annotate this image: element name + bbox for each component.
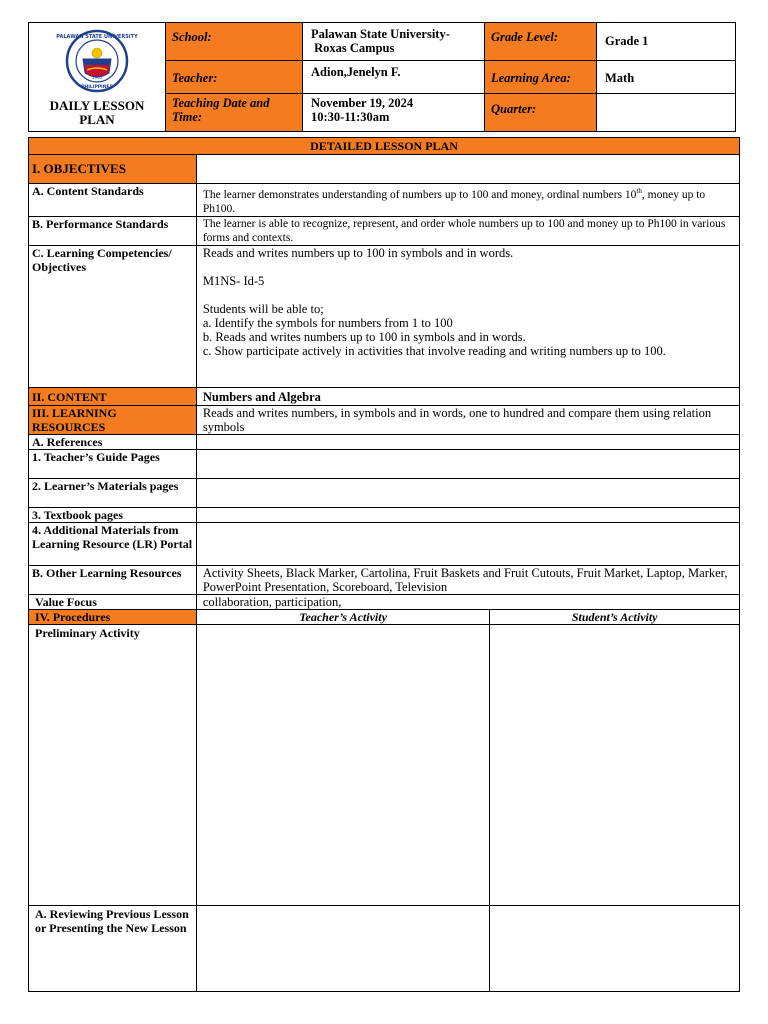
date-value: November 19, 2024 — [311, 96, 414, 110]
value-focus-text: collaboration, participation, — [196, 594, 739, 609]
seal-top-text: PALAWAN STATE UNIVERSITY — [56, 34, 138, 40]
competencies-label: C. Learning Competencies/ Objectives — [29, 245, 197, 387]
learning-resources-heading: III. LEARNING RESOURCES — [29, 405, 197, 434]
content-standards-label: A. Content Standards — [29, 184, 197, 217]
objectives-blank — [196, 155, 739, 184]
teacher-value: Adion,Jenelyn F. — [303, 61, 485, 94]
textbook-pages-blank — [196, 507, 739, 522]
procedures-heading: IV. Procedures — [29, 609, 197, 624]
additional-materials-label: 4. Additional Materials from Learning Resource (LR) Portal — [29, 522, 197, 565]
teaching-date-value — [303, 94, 485, 132]
objective-a: a. Identify the symbols for numbers from 1 to 100 — [202, 315, 453, 330]
teachers-guide-label: 1. Teacher’s Guide Pages — [29, 449, 197, 478]
textbook-pages-label: 3. Textbook pages — [29, 507, 197, 522]
objective-b: b. Reads and writes numbers up to 100 in symbols and in words. — [202, 329, 526, 344]
learning-area-label: Learning Area: — [485, 61, 597, 94]
plan-title: DETAILED LESSON PLAN — [29, 138, 740, 155]
preliminary-activity-label: Preliminary Activity — [29, 624, 197, 905]
seal-year: 1965 — [91, 75, 103, 80]
grade-label: Grade Level: — [485, 23, 597, 61]
seal-bottom-text: PHILIPPINES — [81, 85, 113, 90]
content-standards-text: The learner demonstrates understanding of numbers up to 100 and money, ordinal numbers 10th, money up to Ph100. — [196, 184, 739, 217]
value-focus-label: Value Focus — [29, 594, 197, 609]
competencies-text — [196, 245, 739, 387]
objective-c: c. Show participate actively in activities that involve reading and writing numbers up to 100. — [202, 343, 666, 358]
learners-materials-blank — [196, 478, 739, 507]
references-label: A. References — [29, 434, 197, 449]
students-intro: Students will be able to; — [202, 301, 324, 316]
competency-code: M1NS- Id-5 — [202, 273, 265, 288]
competency-statement: Reads and writes numbers up to 100 in symbols and in words. — [202, 245, 514, 260]
logo-cell — [29, 23, 166, 132]
header-table — [28, 22, 736, 132]
school-value: Palawan State University- Roxas Campus — [303, 23, 485, 61]
teacher-activity-header: Teacher’s Activity — [196, 609, 490, 624]
reviewing-lesson-label: A. Reviewing Previous Lesson or Presenting the New Lesson — [29, 905, 197, 991]
learners-materials-label: 2. Learner’s Materials pages — [29, 478, 197, 507]
references-blank — [196, 434, 739, 449]
performance-standards-label: B. Performance Standards — [29, 216, 197, 245]
quarter-value — [597, 94, 736, 132]
additional-materials-blank — [196, 522, 739, 565]
school-label: School: — [166, 23, 303, 61]
content-value: Numbers and Algebra — [196, 387, 739, 405]
quarter-label: Quarter: — [485, 94, 597, 132]
other-resources-text: Activity Sheets, Black Marker, Cartolina, Fruit Baskets and Fruit Cutouts, Fruit Market, Laptop, Marker, PowerPoint Presentation, Scoreboard, Television — [196, 565, 739, 594]
university-seal-icon — [56, 29, 138, 93]
lesson-plan-table — [28, 137, 740, 992]
student-activity-header: Student’s Activity — [490, 609, 740, 624]
teaching-date-label: Teaching Date and Time: — [166, 94, 303, 132]
objectives-heading: I. OBJECTIVES — [29, 155, 197, 184]
time-value: 10:30-11:30am — [311, 110, 390, 124]
learning-resources-text: Reads and writes numbers, in symbols and in words, one to hundred and compare them using relation symbols — [196, 405, 739, 434]
reviewing-student-cell — [490, 905, 740, 991]
learning-area-value: Math — [597, 61, 736, 94]
preliminary-teacher-cell — [196, 624, 490, 905]
teacher-label: Teacher: — [166, 61, 303, 94]
teachers-guide-blank — [196, 449, 739, 478]
preliminary-student-cell — [490, 624, 740, 905]
content-heading: II. CONTENT — [29, 387, 197, 405]
performance-standards-text: The learner is able to recognize, represent, and order whole numbers up to 100 and money up to Ph100 in various forms and contexts. — [196, 216, 739, 245]
other-resources-label: B. Other Learning Resources — [29, 565, 197, 594]
reviewing-teacher-cell — [196, 905, 490, 991]
grade-value: Grade 1 — [597, 23, 736, 61]
document-title: DAILY LESSON PLAN — [49, 98, 145, 127]
